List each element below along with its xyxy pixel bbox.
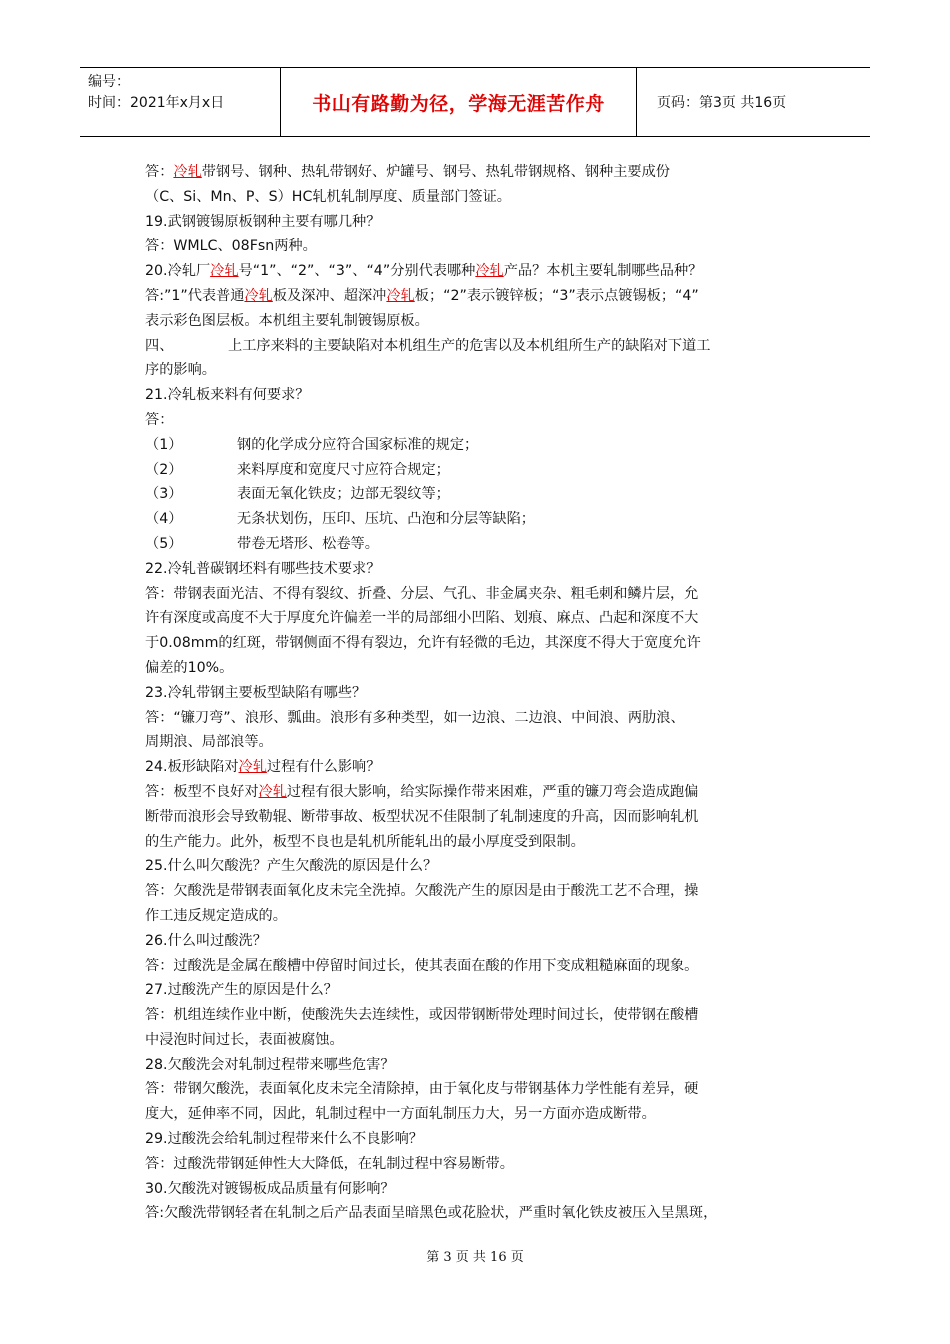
text-segment: 27.过酸洗产生的原因是什么？ bbox=[145, 982, 338, 999]
keyword-link[interactable]: 冷轧 bbox=[238, 759, 267, 776]
list-number: （3） bbox=[145, 486, 183, 503]
text-line bbox=[145, 185, 807, 210]
text-line bbox=[145, 805, 807, 830]
text-line bbox=[145, 830, 807, 855]
text-line bbox=[145, 482, 807, 507]
keyword-link[interactable]: 冷轧 bbox=[210, 263, 239, 280]
text-segment: 表面无氧化铁皮；边部无裂纹等； bbox=[237, 486, 450, 503]
text-line bbox=[145, 879, 807, 904]
text-segment: 表示彩色图层板。本机组主要轧制镀锡原板。 bbox=[145, 312, 429, 329]
document-number-label: 编号： bbox=[88, 74, 130, 90]
text-line bbox=[145, 532, 807, 557]
text-segment: 答：机组连续作业中断，使酸洗失去连续性，或因带钢断带处理时间过长，使带钢在酸槽 bbox=[145, 1007, 699, 1024]
document-time-label: 时间：2021年x月x日 bbox=[88, 95, 225, 111]
text-line bbox=[145, 1102, 807, 1127]
list-number: （4） bbox=[145, 511, 183, 528]
keyword-link[interactable]: 冷轧 bbox=[244, 287, 273, 304]
text-segment: 答： bbox=[145, 411, 174, 428]
list-number: （5） bbox=[145, 535, 183, 552]
text-line bbox=[145, 160, 807, 185]
text-segment: 度大，延伸率不同，因此，轧制过程中一方面轧制压力大，另一方面亦造成断带。 bbox=[145, 1106, 656, 1123]
text-line bbox=[145, 582, 807, 607]
text-segment: 作工违反规定造成的。 bbox=[145, 907, 287, 924]
text-line bbox=[145, 1028, 807, 1053]
header-motto: 书山有路勤为径，学海无涯苦作舟 bbox=[280, 68, 637, 136]
text-line bbox=[145, 730, 807, 755]
text-segment: 答：过酸洗带钢延伸性大大降低，在轧制过程中容易断带。 bbox=[145, 1155, 514, 1172]
text-segment: 23.冷轧带钢主要板型缺陷有哪些？ bbox=[145, 684, 367, 701]
text-segment: 答：板型不良好对 bbox=[145, 783, 259, 800]
text-segment: 产品？本机主要轧制哪些品种？ bbox=[503, 263, 703, 280]
header-page-info: 页码：第3页 共16页 bbox=[657, 95, 787, 111]
text-segment: 答： bbox=[145, 164, 174, 180]
text-line bbox=[145, 334, 807, 359]
text-segment: 26.什么叫过酸洗？ bbox=[145, 932, 267, 949]
text-line bbox=[145, 780, 807, 805]
text-line bbox=[145, 929, 807, 954]
text-line bbox=[145, 309, 807, 334]
page-header bbox=[80, 67, 870, 137]
text-line bbox=[145, 458, 807, 483]
text-line bbox=[145, 1152, 807, 1177]
text-line bbox=[145, 408, 807, 433]
text-line bbox=[145, 507, 807, 532]
text-segment: 20.冷轧厂 bbox=[145, 263, 211, 280]
text-line bbox=[145, 557, 807, 582]
text-line bbox=[145, 1127, 807, 1152]
text-line bbox=[145, 1003, 807, 1028]
text-segment: 答：“镰刀弯”、浪形、瓢曲。浪形有多种类型，如一边浪、二边浪、中间浪、两肋浪、 bbox=[145, 709, 685, 726]
text-segment: 28.欠酸洗会对轧制过程带来哪些危害？ bbox=[145, 1056, 395, 1073]
text-segment: 答：欠酸洗是带钢表面氧化皮未完全洗掉。欠酸洗产生的原因是由于酸洗工艺不合理，操 bbox=[145, 883, 699, 900]
text-segment: 答:”1”代表普通 bbox=[145, 287, 245, 304]
text-line bbox=[145, 681, 807, 706]
text-segment: 无条状划伤，压印、压坑、凸泡和分层等缺陷； bbox=[237, 511, 535, 528]
text-line bbox=[145, 904, 807, 929]
list-number: （2） bbox=[145, 461, 183, 478]
text-segment: 板及深冲、超深冲 bbox=[272, 287, 387, 304]
text-line bbox=[145, 383, 807, 408]
text-segment: 板；“2”表示镀锌板；“3”表示点镀锡板；“4” bbox=[414, 287, 699, 304]
text-segment: 答：WMLC、08Fsn两种。 bbox=[145, 238, 317, 255]
text-segment: 断带而浪形会导致勒辊、断带事故、板型状况不佳限制了轧制速度的升高，因而影响轧机 bbox=[145, 808, 699, 825]
keyword-link[interactable]: 冷轧 bbox=[173, 164, 202, 180]
text-segment: 25.什么叫欠酸洗？产生欠酸洗的原因是什么？ bbox=[145, 858, 438, 875]
text-segment: 于0.08mm的红斑，带钢侧面不得有裂边，允许有轻微的毛边，其深度不得大于宽度允许 bbox=[145, 635, 701, 652]
text-line bbox=[145, 234, 807, 259]
text-segment: 答:欠酸洗带钢轻者在轧制之后产品表面呈暗黑色或花脸状，严重时氧化铁皮被压入呈黑斑， bbox=[145, 1205, 718, 1222]
text-line bbox=[145, 606, 807, 631]
text-line bbox=[145, 631, 807, 656]
section-number: 四、 bbox=[145, 337, 174, 354]
header-meta bbox=[80, 68, 280, 136]
text-segment: 答：过酸洗是金属在酸槽中停留时间过长，使其表面在酸的作用下变成粗糙麻面的现象。 bbox=[145, 957, 699, 974]
text-segment: 29.过酸洗会给轧制过程带来什么不良影响？ bbox=[145, 1131, 423, 1148]
text-line bbox=[145, 1053, 807, 1078]
keyword-link[interactable]: 冷轧 bbox=[258, 783, 287, 800]
text-line bbox=[145, 1177, 807, 1202]
text-segment: 来料厚度和宽度尺寸应符合规定； bbox=[237, 461, 450, 478]
text-segment: 30.欠酸洗对镀锡板成品质量有何影响？ bbox=[145, 1180, 395, 1197]
text-line bbox=[145, 284, 807, 309]
text-segment: 上工序来料的主要缺陷对本机组生产的危害以及本机组所生产的缺陷对下道工 bbox=[228, 337, 711, 354]
text-segment: 21.冷轧板来料有何要求？ bbox=[145, 387, 310, 404]
list-number: （1） bbox=[145, 436, 183, 453]
keyword-link[interactable]: 冷轧 bbox=[386, 287, 415, 304]
text-segment: 周期浪、局部浪等。 bbox=[145, 734, 273, 751]
text-segment: 带卷无塔形、松卷等。 bbox=[237, 535, 379, 552]
page-footer: 第 3 页 共 16 页 bbox=[426, 1250, 524, 1265]
text-segment: 答：带钢表面光洁、不得有裂纹、折叠、分层、气孔、非金属夹杂、粗毛刺和鳞片层，允 bbox=[145, 585, 699, 602]
text-line bbox=[145, 656, 807, 681]
text-line bbox=[145, 358, 807, 383]
text-line bbox=[145, 210, 807, 235]
text-segment: 24.板形缺陷对 bbox=[145, 759, 239, 776]
document-body bbox=[145, 160, 807, 1226]
keyword-link[interactable]: 冷轧 bbox=[475, 263, 504, 280]
text-line bbox=[145, 755, 807, 780]
text-line bbox=[145, 978, 807, 1003]
text-line bbox=[145, 259, 807, 284]
text-segment: 过程有什么影响？ bbox=[266, 759, 381, 776]
text-segment: 的生产能力。此外，板型不良也是轧机所能轧出的最小厚度受到限制。 bbox=[145, 833, 585, 850]
text-segment: 22.冷轧普碳钢坯料有哪些技术要求？ bbox=[145, 560, 381, 577]
text-line bbox=[145, 1201, 807, 1226]
text-segment: 19.武钢镀锡原板钢种主要有哪几种？ bbox=[145, 213, 381, 230]
text-line bbox=[145, 954, 807, 979]
text-segment: 号“1”、“2”、“3”、“4”分别代表哪种 bbox=[238, 263, 476, 280]
text-line bbox=[145, 854, 807, 879]
text-segment: 偏差的10%。 bbox=[145, 659, 234, 676]
text-segment: 带钢号、钢种、热轧带钢好、炉罐号、钢号、热轧带钢规格、钢种主要成份 bbox=[201, 164, 670, 180]
text-segment: 许有深度或高度不大于厚度允许偏差一半的局部细小凹陷、划痕、麻点、凸起和深度不大 bbox=[145, 610, 699, 627]
text-segment: 序的影响。 bbox=[145, 362, 216, 379]
text-line bbox=[145, 1077, 807, 1102]
text-segment: 中浸泡时间过长，表面被腐蚀。 bbox=[145, 1031, 344, 1048]
text-line bbox=[145, 706, 807, 731]
text-line bbox=[145, 433, 807, 458]
text-segment: （C、Si、Mn、P、S）HC轧机轧制厚度、质量部门签证。 bbox=[145, 188, 511, 205]
text-segment: 钢的化学成分应符合国家标准的规定； bbox=[237, 436, 479, 453]
text-segment: 答：带钢欠酸洗，表面氧化皮未完全清除掉，由于氧化皮与带钢基体力学性能有差异，硬 bbox=[145, 1081, 699, 1098]
text-segment: 过程有很大影响，给实际操作带来困难，严重的镰刀弯会造成跑偏 bbox=[286, 783, 699, 800]
